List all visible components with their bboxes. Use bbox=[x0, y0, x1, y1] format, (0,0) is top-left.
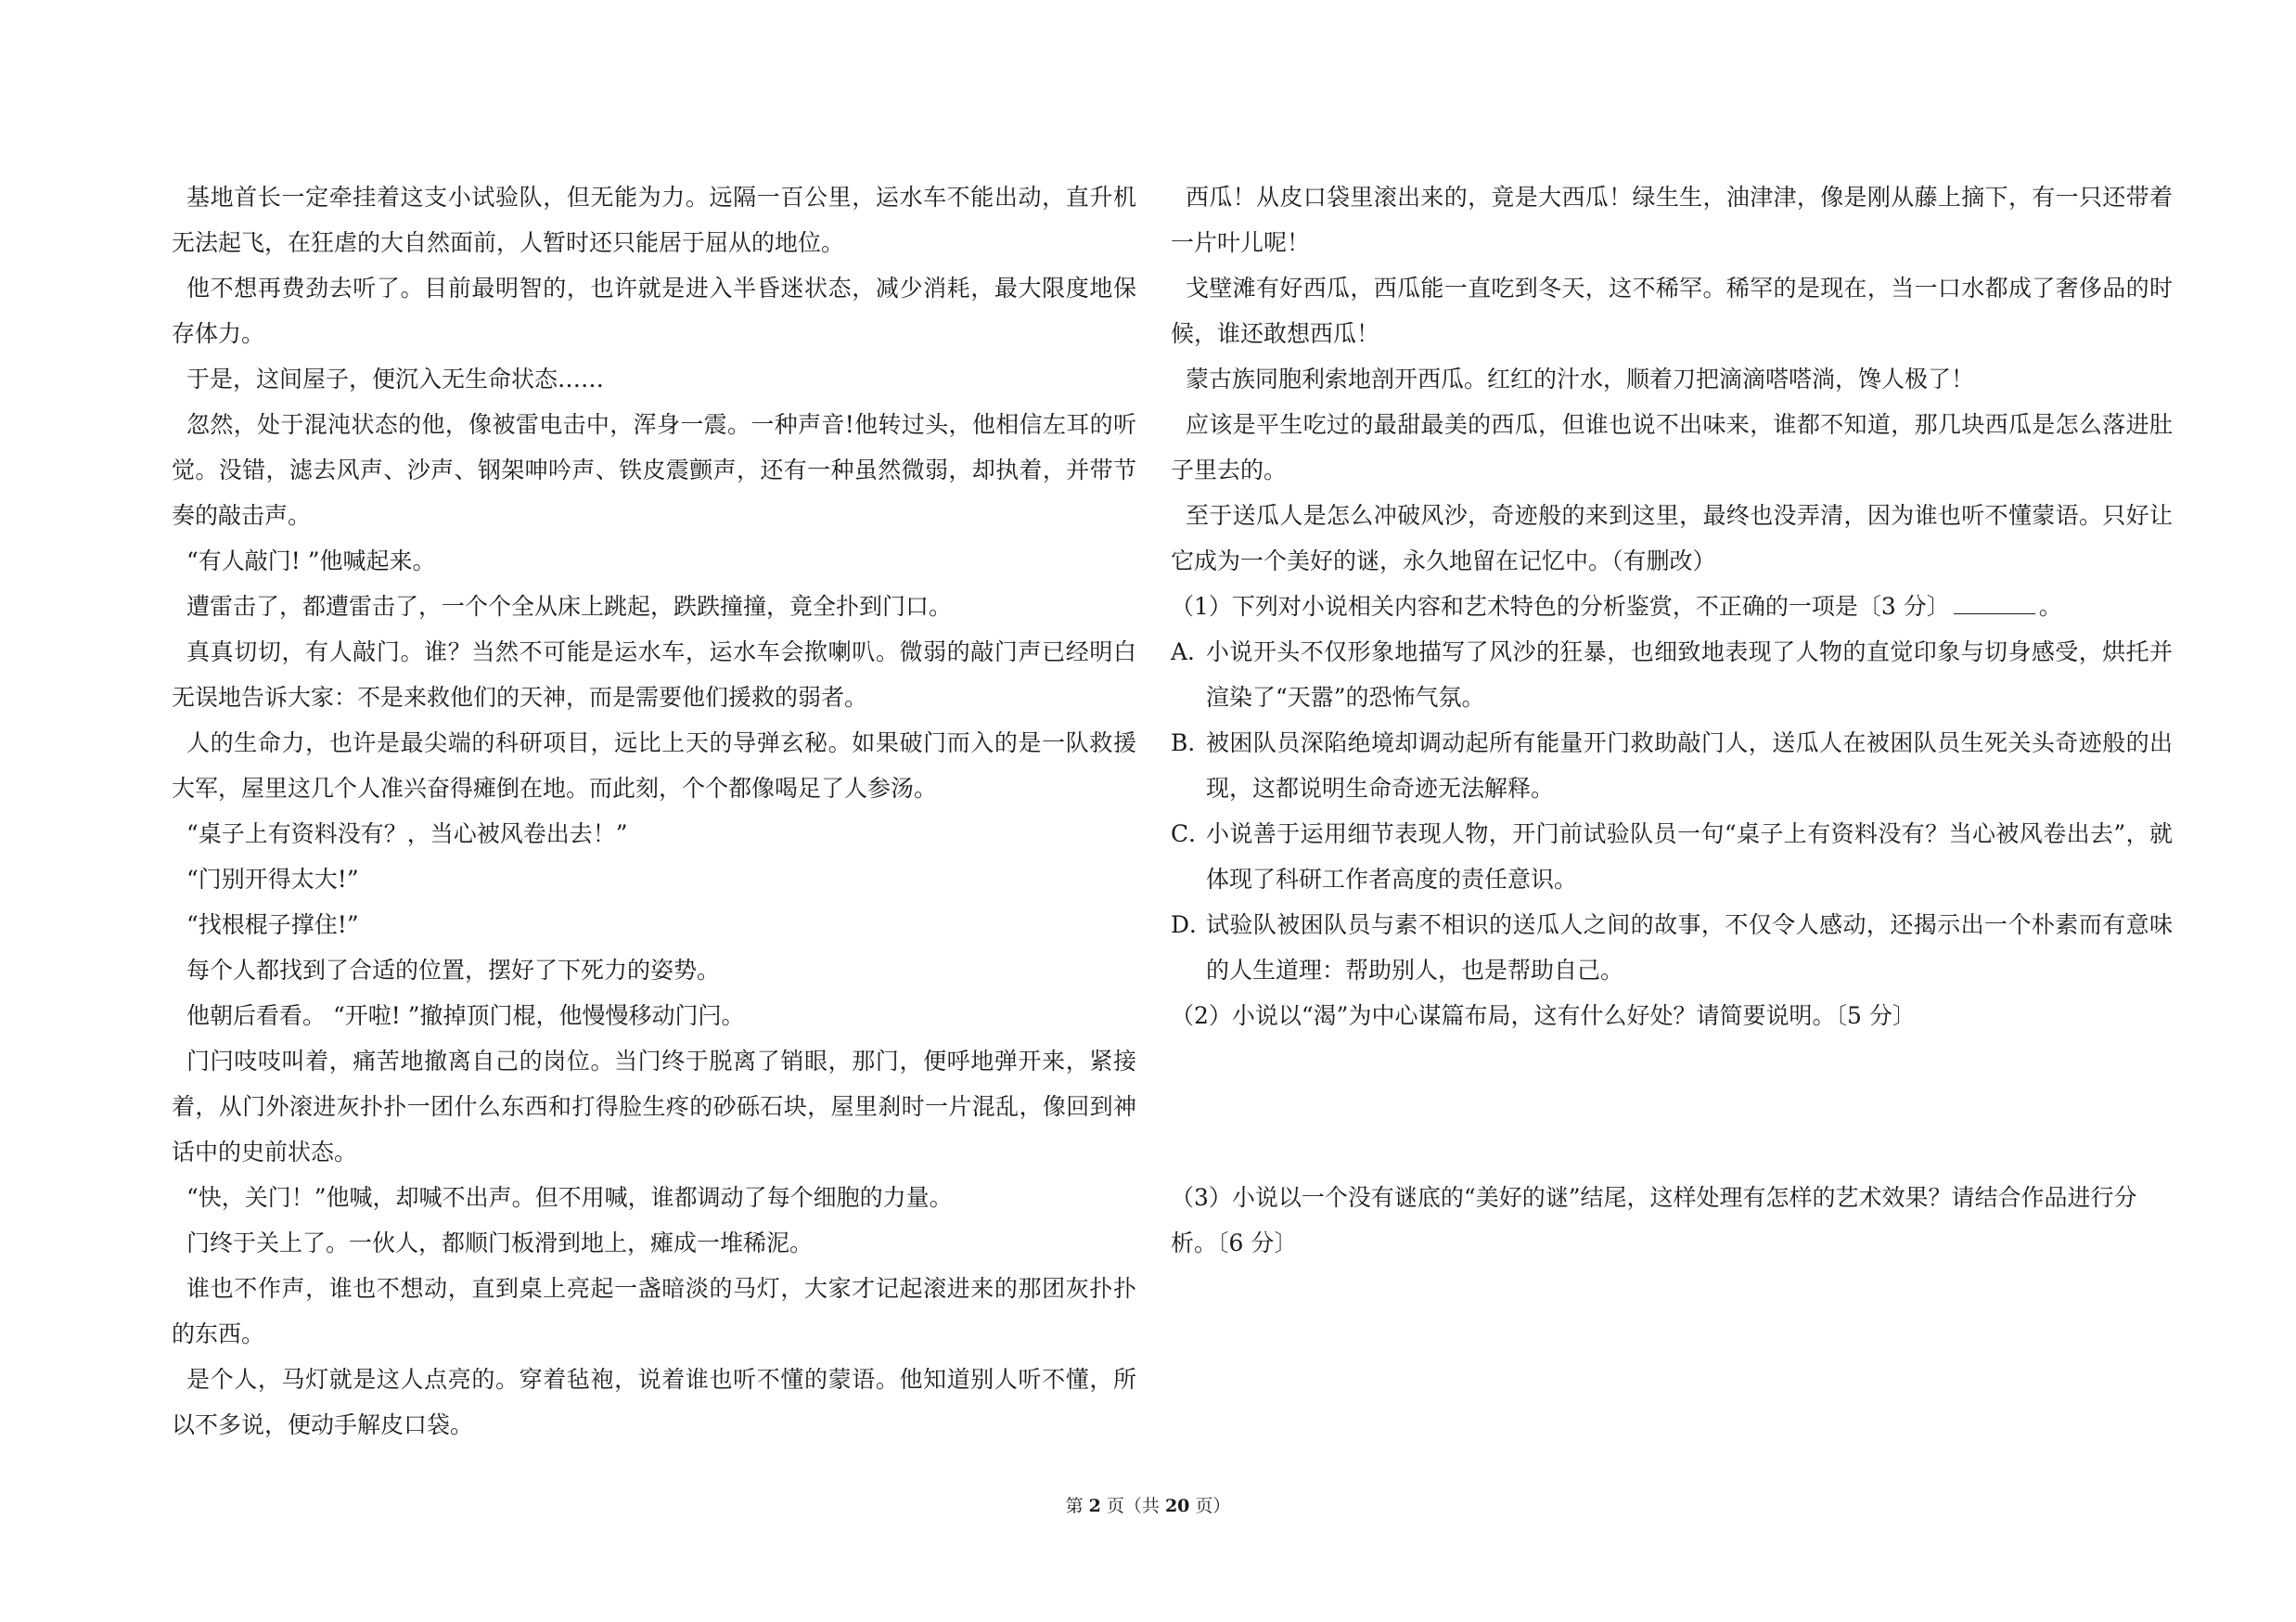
option-letter: A． bbox=[1171, 638, 1212, 665]
left-paragraph: 人的生命力，也许是最尖端的科研项目，远比上天的导弹玄秘。如果破门而入的是一队救援大军，屋里这几个人准兴奋得瘫倒在地。而此刻，个个都像喝足了人参汤。 bbox=[172, 729, 1136, 802]
question-1 bbox=[1171, 584, 2173, 629]
left-paragraph: 谁也不作声，谁也不想动，直到桌上亮起一盏暗淡的马灯，大家才记起滚进来的那团灰扑扑的东西。 bbox=[172, 1275, 1136, 1347]
left-paragraph: 每个人都找到了合适的位置，摆好了下死力的姿势。 bbox=[186, 957, 721, 984]
page-footer bbox=[0, 1492, 2296, 1517]
left-paragraph: 于是，这间屋子，便沉入无生命状态…… bbox=[186, 366, 605, 393]
footer-mid: 页（共 bbox=[1100, 1496, 1165, 1516]
footer-total-pages: 20 bbox=[1164, 1496, 1190, 1516]
left-paragraph: 遭雷击了，都遭雷击了，一个个全从床上跳起，跌跌撞撞，竟全扑到门口。 bbox=[186, 593, 953, 620]
left-paragraph: “快，关门！”他喊，却喊不出声。但不用喊，谁都调动了每个细胞的力量。 bbox=[186, 1184, 953, 1211]
option-letter: D． bbox=[1171, 911, 1213, 938]
left-paragraph: 他朝后看看。 “开啦! ”撤掉顶门棍，他慢慢移动门闩。 bbox=[186, 1002, 745, 1029]
left-paragraph: 忽然，处于混沌状态的他，像被雷电击中，浑身一震。一种声音!他转过头，他相信左耳的听觉。没错，滤去风声、沙声、钢架呻吟声、铁皮震颤声，还有一种虽然微弱，却执着，并带节奏的敲击声。 bbox=[172, 411, 1136, 529]
option-d bbox=[1171, 902, 2173, 993]
right-paragraph: 西瓜！从皮口袋里滚出来的，竟是大西瓜！绿生生，油津津，像是刚从藤上摘下，有一只还带着一片叶儿呢！ bbox=[1171, 184, 2173, 256]
right-paragraph: 至于送瓜人是怎么冲破风沙，奇迹般的来到这里，最终也没弄清，因为谁也听不懂蒙语。只好让它成为一个美好的谜，永久地留在记忆中。（有删改） bbox=[1171, 502, 2173, 574]
option-a bbox=[1171, 629, 2173, 720]
right-column bbox=[1171, 174, 2173, 1266]
option-letter: B． bbox=[1171, 729, 1212, 756]
left-paragraph: “门别开得太大!” bbox=[186, 866, 359, 893]
option-text: 试验队被困队员与素不相识的送瓜人之间的故事，不仅令人感动，还揭示出一个朴素而有意味的人生道理：帮助别人，也是帮助自己。 bbox=[1206, 911, 2173, 984]
option-c bbox=[1171, 811, 2173, 902]
left-paragraph: 他不想再费劲去听了。目前最明智的，也许就是进入半昏迷状态，减少消耗，最大限度地保存体力。 bbox=[172, 275, 1136, 347]
option-letter: C． bbox=[1171, 820, 1212, 847]
question-1-prompt: （1）下列对小说相关内容和艺术特色的分析鉴赏，不正确的一项是〔3 分〕 bbox=[1171, 593, 1950, 620]
left-paragraph: 门闩吱吱叫着，痛苦地撤离自己的岗位。当门终于脱离了销眼，那门，便呼地弹开来，紧接着，从门外滚进灰扑扑一团什么东西和打得脸生疼的砂砾石块，屋里刹时一片混乱，像回到神话中的史前状态。 bbox=[172, 1048, 1136, 1165]
right-paragraph: 戈壁滩有好西瓜，西瓜能一直吃到冬天，这不稀罕。稀罕的是现在，当一口水都成了奢侈品的时候，谁还敢想西瓜！ bbox=[1171, 275, 2173, 347]
left-paragraph: 真真切切，有人敲门。谁？当然不可能是运水车，运水车会揿喇叭。微弱的敲门声已经明白无误地告诉大家：不是来救他们的天神，而是需要他们援救的弱者。 bbox=[172, 638, 1136, 711]
question-2: （2）小说以“渴”为中心谋篇布局，这有什么好处？请简要说明。〔5 分〕 bbox=[1171, 1002, 1916, 1029]
footer-post: 页） bbox=[1189, 1496, 1231, 1516]
question-1-end: 。 bbox=[2038, 593, 2062, 620]
question-3: （3）小说以一个没有谜底的“美好的谜”结尾，这样处理有怎样的艺术效果？请结合作品进行分析。〔6 分〕 bbox=[1171, 1184, 2137, 1256]
answer-blank[interactable] bbox=[1954, 591, 2035, 614]
left-column bbox=[172, 174, 1136, 1448]
right-paragraph: 蒙古族同胞利索地剖开西瓜。红红的汁水，顺着刀把滴滴嗒嗒淌，馋人极了！ bbox=[1186, 366, 1975, 393]
option-b bbox=[1171, 720, 2173, 811]
left-paragraph: 基地首长一定牵挂着这支小试验队，但无能为力。远隔一百公里，运水车不能出动，直升机无法起飞，在狂虐的大自然面前，人暂时还只能居于屈从的地位。 bbox=[172, 184, 1136, 256]
left-paragraph: 门终于关上了。一伙人，都顺门板滑到地上，瘫成一堆稀泥。 bbox=[186, 1229, 814, 1256]
option-text: 小说善于运用细节表现人物，开门前试验队员一句“桌子上有资料没有？当心被风卷出去”，就体现了科研工作者高度的责任意识。 bbox=[1206, 820, 2173, 893]
left-paragraph: “有人敲门! ”他喊起来。 bbox=[186, 547, 436, 574]
left-paragraph: “桌子上有资料没有？，当心被风卷出去！” bbox=[186, 820, 628, 847]
right-paragraph: 应该是平生吃过的最甜最美的西瓜，但谁也说不出味来，谁都不知道，那几块西瓜是怎么落进肚子里去的。 bbox=[1171, 411, 2173, 483]
footer-pre: 第 bbox=[1065, 1496, 1089, 1516]
answer-space-2 bbox=[1171, 1038, 2173, 1175]
option-text: 被困队员深陷绝境却调动起所有能量开门救助敲门人，送瓜人在被困队员生死关头奇迹般的出现，这都说明生命奇迹无法解释。 bbox=[1206, 729, 2173, 802]
footer-page-number: 2 bbox=[1088, 1496, 1101, 1516]
option-text: 小说开头不仅形象地描写了风沙的狂暴，也细致地表现了人物的直觉印象与切身感受，烘托并渲染了“天嚣”的恐怖气氛。 bbox=[1206, 638, 2173, 711]
left-paragraph: “找根棍子撑住!” bbox=[186, 911, 359, 938]
left-paragraph: 是个人，马灯就是这人点亮的。穿着毡袍，说着谁也听不懂的蒙语。他知道别人听不懂，所以不多说，便动手解皮口袋。 bbox=[172, 1366, 1136, 1438]
